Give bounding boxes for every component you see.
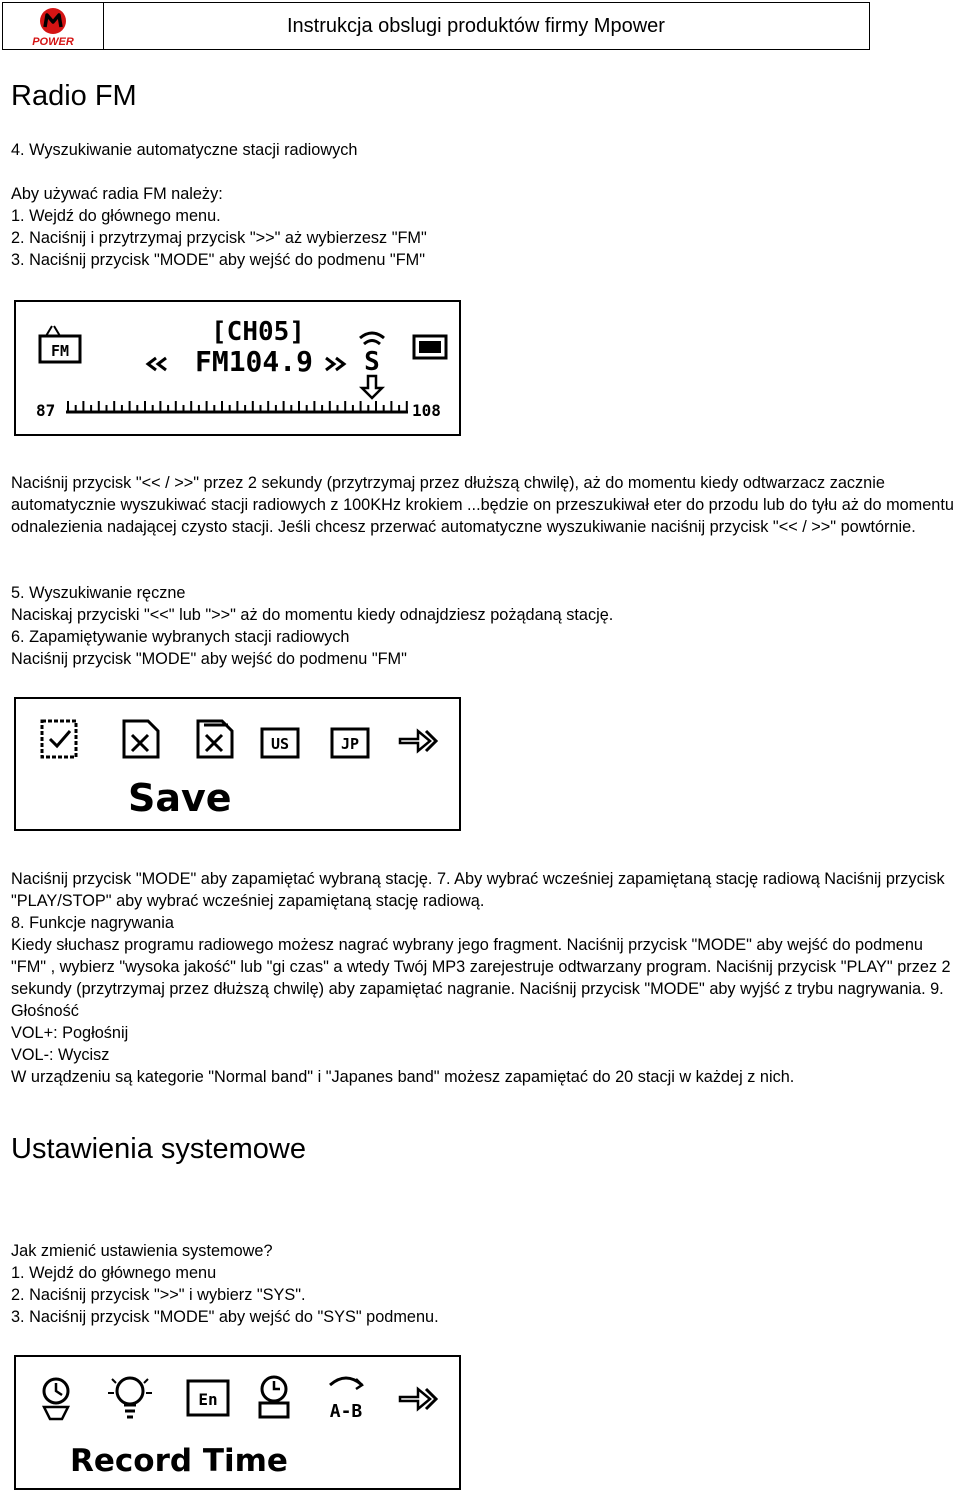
radio-heading: Radio FM: [11, 80, 137, 112]
fm-icon: [40, 326, 80, 362]
volume-down-text: VOL-: Wycisz: [11, 1046, 110, 1064]
radio-intro: Aby używać radia FM należy:: [11, 185, 223, 203]
scale-max: 108: [412, 401, 441, 420]
radio-step-3: 3. Naciśnij przycisk "MODE" aby wejść do podmenu "FM": [11, 251, 425, 269]
scale-min: 87: [36, 401, 56, 420]
section-6-text: Naciśnij przycisk "MODE" aby wejść do podmenu "FM": [11, 650, 407, 668]
radio-step-2: 2. Naciśnij i przytrzymaj przycisk ">>" aż wybierzesz "FM": [11, 229, 427, 247]
section-6-title: 6. Zapamiętywanie wybranych stacji radiowych: [11, 628, 350, 646]
jp-band-icon: [332, 729, 368, 757]
svg-text:US: US: [270, 735, 290, 753]
save-file-icon: [42, 721, 76, 757]
logo: [3, 3, 104, 49]
stereo-mode: S: [364, 347, 380, 377]
next-arrow-icon: [400, 731, 436, 751]
mpower-logo-icon: [25, 5, 81, 47]
section-5-text: Naciskaj przyciski "<<" lub ">>" aż do momentu kiedy odnajdziesz pożądaną stację.: [11, 606, 614, 624]
seek-forward-icon: [326, 358, 344, 370]
save-paragraph: Naciśnij przycisk "MODE" aby zapamiętać wybraną stację. 7. Aby wybrać wcześniej zapamiętaną stację radiową Naciśnij przycisk "PLAY/STOP" aby wybrać wcześniej zapamiętaną stację radiową.: [11, 870, 945, 910]
svg-text:POWER: POWER: [32, 36, 74, 47]
header-title: Instrukcja obslugi produktów firmy Mpower: [287, 15, 665, 37]
section-5-title: 5. Wyszukiwanie ręczne: [11, 584, 186, 602]
system-question: Jak zmienić ustawienia systemowe?: [11, 1242, 273, 1260]
language-icon: [188, 1381, 228, 1415]
clock-settings-icon: [44, 1379, 68, 1419]
battery-icon: [414, 336, 446, 358]
auto-search-paragraph: Naciśnij przycisk "<< / >>" przez 2 sekundy (przytrzymaj przez dłuższą chwilę), aż do momentu kiedy odtwarzacz zacznie automatycznie wyszukiwać stacji radiowych z 100KHz krokiem ...będzie on przeszukiwał eter do przodu lub do tyłu aż do momentu odnalezienia nadającej czysto stacji. Jeśli chcesz przerwać automatyczne wyszukiwanie naciśnij przycisk "<< / >>" powtórnie.: [11, 474, 954, 536]
radio-step-1: 1. Wejdź do głównego menu.: [11, 207, 221, 225]
volume-up-text: VOL+: Pogłośnij: [11, 1024, 129, 1042]
bands-text: W urządzeniu są kategorie "Normal band" i "Japanes band" możesz zapamiętać do 20 stacji w każdej z nich.: [11, 1068, 795, 1086]
channel-display: [CH05]: [211, 317, 305, 347]
record-time-screen: [14, 1355, 461, 1490]
delete-file-icon: [124, 721, 158, 757]
fm-tuner-screen: [14, 300, 461, 436]
recording-paragraph: Kiedy słuchasz programu radiowego możesz nagrać wybrany jego fragment. Naciśnij przycisk "MODE" aby wejść do podmenu "FM" , wybierz "wysoka jakość" lub "gi czas" a wtedy Twój MP3 zarejestruje odtwarzany program. Naciśnij przycisk "PLAY" przez 2 sekundy (przytrzymaj przez dłuższą chwilę) aby zapamiętać nagranie. Naciśnij przycisk "MODE" aby wyjść z trybu nagrywania. 9. Głośność: [11, 936, 951, 1020]
record-time-label: Record Time: [70, 1443, 288, 1479]
page-header: [2, 2, 870, 50]
system-step-1: 1. Wejdź do głównego menu: [11, 1264, 217, 1282]
svg-text:En: En: [198, 1390, 218, 1409]
section-4-title: 4. Wyszukiwanie automatyczne stacji radiowych: [11, 141, 358, 159]
delete-all-icon: [198, 721, 232, 757]
system-step-3: 3. Naciśnij przycisk "MODE" aby wejść do "SYS" podmenu.: [11, 1308, 439, 1326]
next-arrow-icon: [400, 1389, 436, 1409]
signal-icon: [360, 333, 384, 344]
lightbulb-icon: [108, 1378, 152, 1417]
system-heading: Ustawienia systemowe: [11, 1133, 306, 1165]
section-8-title: 8. Funkcje nagrywania: [11, 914, 174, 932]
seek-back-icon: [148, 358, 166, 370]
svg-text:A-B: A-B: [329, 1401, 363, 1422]
frequency-display: FM104.9: [194, 345, 314, 378]
tuning-scale: [66, 401, 408, 412]
save-label: Save: [128, 776, 232, 820]
tuning-arrow-icon: [362, 376, 382, 398]
save-screen: [14, 697, 461, 831]
us-band-icon: [262, 729, 298, 757]
svg-text:JP: JP: [340, 735, 360, 753]
system-step-2: 2. Naciśnij przycisk ">>" i wybierz "SYS".: [11, 1286, 306, 1304]
svg-text:FM: FM: [50, 342, 70, 360]
record-time-icon: [260, 1377, 288, 1417]
ab-repeat-icon: [330, 1378, 363, 1422]
